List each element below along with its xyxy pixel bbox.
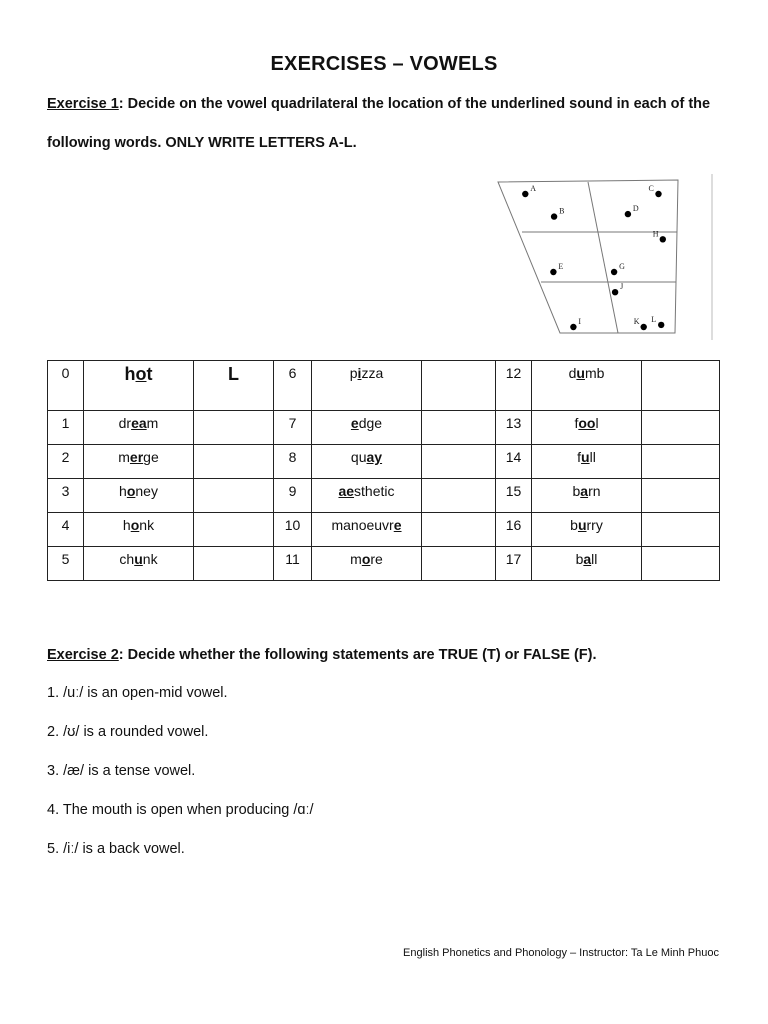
item-word — [84, 411, 194, 445]
item-number: 0 — [48, 361, 84, 411]
word-part: ney — [135, 483, 158, 499]
word-part: rry — [586, 517, 603, 533]
answer-cell[interactable] — [642, 547, 720, 581]
statement-number: 1. — [47, 685, 64, 701]
underlined-sound: e — [350, 415, 359, 431]
vowel-point-label: G — [619, 262, 625, 271]
answer-cell[interactable] — [642, 445, 720, 479]
item-word — [532, 445, 642, 479]
item-number: 15 — [496, 479, 532, 513]
answer-cell[interactable] — [194, 513, 274, 547]
underlined-sound: i — [357, 365, 362, 381]
vowel-point-label: L — [651, 314, 657, 324]
underlined-sound: er — [129, 449, 144, 465]
answer-cell[interactable] — [194, 547, 274, 581]
underlined-sound: a — [580, 483, 589, 499]
statement-item — [47, 802, 314, 818]
item-number: 5 — [48, 547, 84, 581]
table-row — [48, 513, 720, 547]
vowel-point-label: A — [530, 184, 537, 193]
word-part: nk — [139, 517, 155, 533]
word-part: h — [122, 517, 131, 533]
answer-cell[interactable] — [422, 411, 496, 445]
answer-cell[interactable] — [642, 513, 720, 547]
vowel-point-dot — [570, 324, 576, 330]
word-part: ge — [143, 449, 159, 465]
word-part: ll — [589, 449, 596, 465]
statement-text: /iː/ is a back vowel. — [63, 841, 185, 857]
item-number: 17 — [496, 547, 532, 581]
statement-item — [47, 724, 208, 740]
vowel-point-label: J — [620, 282, 624, 292]
item-word — [84, 513, 194, 547]
item-word — [312, 479, 422, 513]
word-part: qu — [350, 449, 367, 465]
vowel-quadrilateral — [488, 172, 718, 342]
vowel-point-dot — [625, 211, 631, 217]
vowel-point-dot — [612, 289, 618, 295]
item-number: 6 — [274, 361, 312, 411]
vowel-point-dot — [660, 236, 666, 242]
vowel-point-label: E — [558, 262, 564, 271]
underlined-sound: o — [130, 517, 140, 533]
word-part: rn — [588, 483, 601, 499]
vowel-point-label: I — [578, 317, 582, 326]
word-part: d — [568, 365, 577, 381]
item-number: 14 — [496, 445, 532, 479]
item-word — [532, 513, 642, 547]
word-part: b — [575, 551, 584, 567]
statement-number: 3. — [47, 763, 64, 779]
underlined-sound: u — [581, 449, 590, 465]
item-number: 11 — [274, 547, 312, 581]
item-word — [532, 479, 642, 513]
item-number: 3 — [48, 479, 84, 513]
word-part: zza — [361, 365, 384, 381]
statement-number: 5. — [47, 841, 64, 857]
vowel-point-dot — [641, 324, 647, 330]
word-part: re — [370, 551, 383, 567]
statement-text: /ʊ/ is a rounded vowel. — [63, 724, 209, 740]
page-title: EXERCISES – VOWELS — [270, 53, 498, 75]
underlined-sound: oo — [578, 415, 596, 431]
item-number: 8 — [274, 445, 312, 479]
item-word — [84, 361, 194, 411]
item-number: 2 — [48, 445, 84, 479]
vowel-point-dot — [551, 213, 557, 219]
vowel-point-dot — [655, 191, 661, 197]
answer-cell[interactable] — [194, 411, 274, 445]
statement-text: /uː/ is an open-mid vowel. — [63, 685, 228, 701]
word-part: m — [118, 449, 130, 465]
item-word — [532, 411, 642, 445]
underlined-sound: ea — [131, 415, 147, 431]
vowel-point-label: B — [559, 206, 565, 216]
statement-item — [47, 685, 228, 701]
item-word — [312, 547, 422, 581]
item-number: 10 — [274, 513, 312, 547]
answer-cell[interactable] — [642, 411, 720, 445]
word-part: p — [349, 365, 358, 381]
statement-item — [47, 763, 195, 779]
item-number: 13 — [496, 411, 532, 445]
vowel-point-label: H — [652, 229, 659, 239]
table-row — [48, 479, 720, 513]
quadrilateral-outline — [498, 180, 678, 333]
word-part: ll — [591, 551, 598, 567]
answer-cell[interactable] — [194, 479, 274, 513]
exercise-2-text: : Decide whether the following statements are TRUE (T) or FALSE (F). — [118, 647, 597, 663]
vowel-point-dot — [611, 269, 617, 275]
answer-cell[interactable] — [194, 445, 274, 479]
statement-text: The mouth is open when producing /ɑː/ — [62, 802, 314, 818]
vowel-point-dot — [522, 191, 528, 197]
answer-cell[interactable] — [642, 479, 720, 513]
word-part: l — [595, 415, 599, 431]
word-part: sthetic — [354, 483, 395, 499]
item-number: 1 — [48, 411, 84, 445]
exercise-2-label: Exercise 2 — [47, 647, 119, 663]
item-word — [312, 445, 422, 479]
item-number: 7 — [274, 411, 312, 445]
statement-number: 4. — [47, 802, 63, 818]
item-number: 9 — [274, 479, 312, 513]
item-word — [312, 361, 422, 411]
item-word — [84, 445, 194, 479]
table-row — [48, 411, 720, 445]
word-part: manoeuvr — [331, 517, 394, 533]
vowel-point-label: D — [632, 204, 639, 214]
word-part: m — [350, 551, 362, 567]
underlined-sound: u — [576, 365, 585, 381]
answer-cell[interactable] — [422, 479, 496, 513]
item-word — [532, 547, 642, 581]
statement-text: /æ/ is a tense vowel. — [63, 763, 196, 779]
word-part: mb — [584, 365, 605, 381]
item-word — [312, 513, 422, 547]
word-part: b — [570, 517, 578, 533]
exercise-1-instruction-cont: following words. ONLY WRITE LETTERS A-L. — [47, 135, 357, 151]
underlined-sound: o — [126, 483, 136, 499]
exercise-2-instruction — [47, 647, 597, 663]
word-part: f — [574, 415, 579, 431]
word-part: h — [119, 483, 127, 499]
vowel-point-label: K — [633, 317, 640, 326]
word-part: dr — [118, 415, 132, 431]
underlined-sound: ay — [366, 449, 383, 465]
answer-cell[interactable] — [642, 361, 720, 411]
underlined-sound: e — [393, 517, 402, 533]
word-part: nk — [142, 551, 158, 567]
underlined-sound: u — [577, 517, 587, 533]
underlined-sound: o — [135, 364, 147, 384]
exercise-1-instruction — [47, 96, 710, 112]
item-word — [84, 479, 194, 513]
word-part: m — [146, 415, 159, 431]
underlined-sound: ae — [338, 483, 355, 499]
statement-number: 2. — [47, 724, 64, 740]
vowel-point-label: C — [648, 184, 654, 193]
table-row — [48, 445, 720, 479]
exercise-1-text: : Decide on the vowel quadrilateral the location of the underlined sound in each of the — [118, 96, 711, 112]
table-row — [48, 361, 720, 411]
word-part: f — [577, 449, 582, 465]
word-part: ch — [119, 551, 135, 567]
answer-cell[interactable] — [422, 513, 496, 547]
word-part: b — [572, 483, 581, 499]
item-word — [84, 547, 194, 581]
item-number: 4 — [48, 513, 84, 547]
words-table — [47, 360, 720, 581]
answer-cell[interactable] — [422, 547, 496, 581]
answer-cell[interactable] — [422, 445, 496, 479]
vowel-point-dot — [550, 269, 556, 275]
word-part: t — [146, 364, 153, 384]
exercise-1-label: Exercise 1 — [47, 96, 119, 112]
vowel-point-dot — [658, 322, 664, 328]
word-part: dge — [358, 415, 383, 431]
underlined-sound: u — [134, 551, 143, 567]
underlined-sound: a — [583, 551, 592, 567]
statement-item — [47, 841, 185, 857]
item-number: 12 — [496, 361, 532, 411]
answer-cell[interactable] — [422, 361, 496, 411]
item-number: 16 — [496, 513, 532, 547]
item-word — [532, 361, 642, 411]
footer-credit: English Phonetics and Phonology – Instructor: Ta Le Minh Phuoc — [403, 947, 719, 959]
word-part: h — [124, 364, 136, 384]
table-row — [48, 547, 720, 581]
answer-cell[interactable]: L — [194, 361, 274, 411]
underlined-sound: o — [361, 551, 371, 567]
item-word — [312, 411, 422, 445]
